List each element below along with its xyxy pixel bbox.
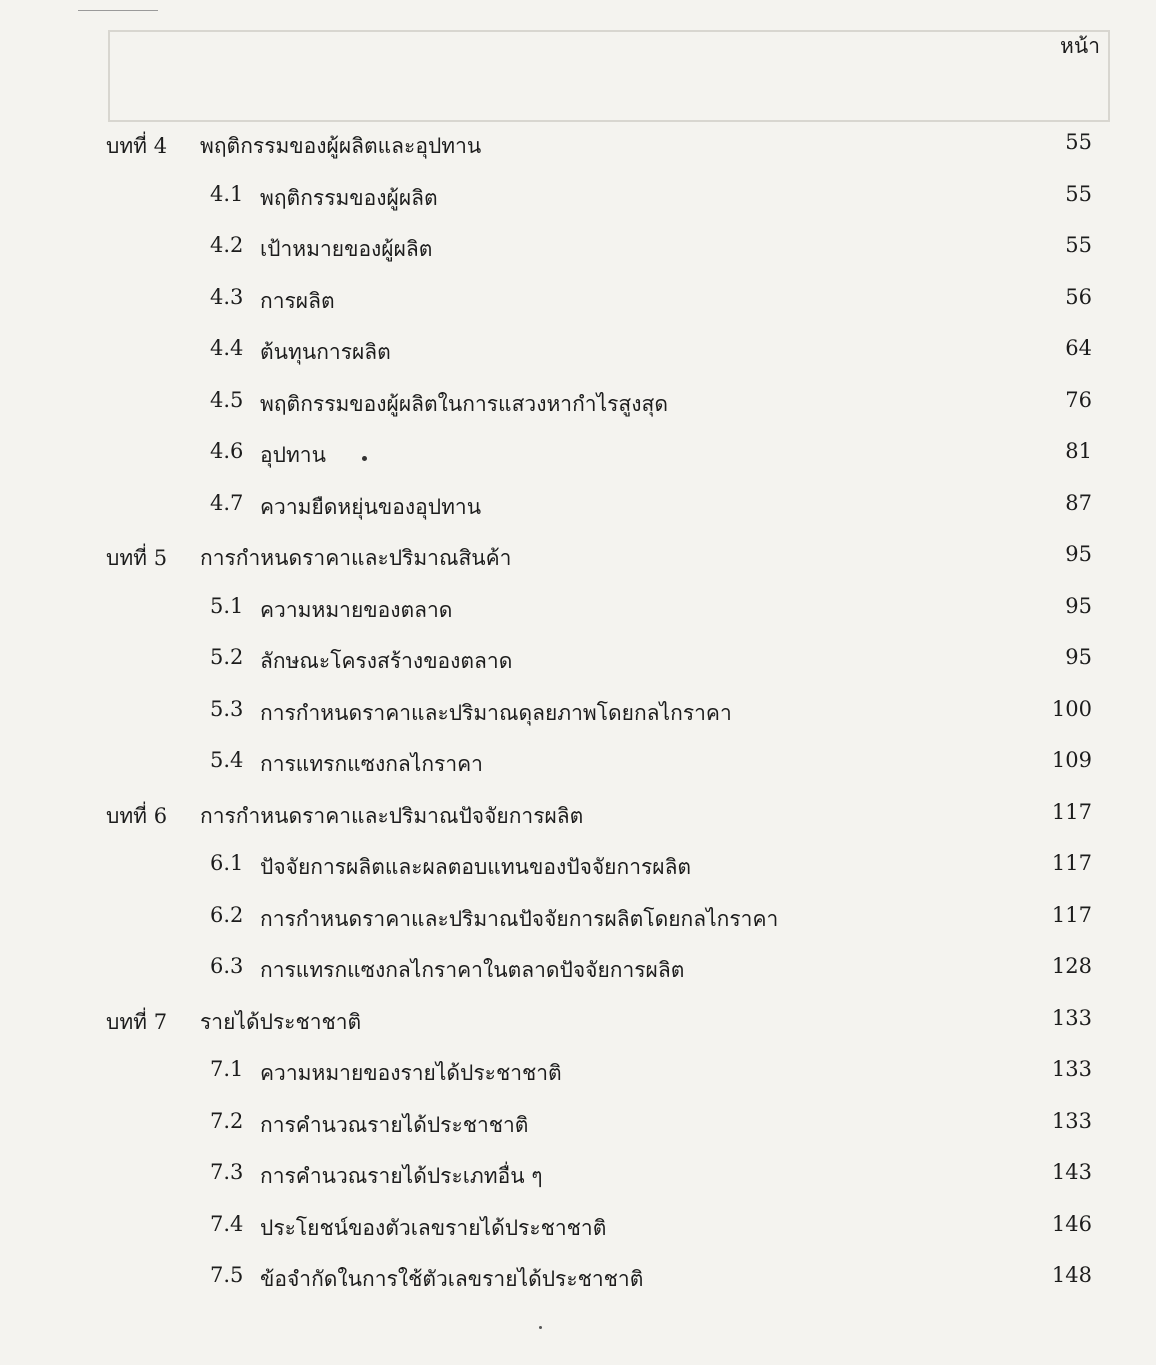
toc-section-row <box>0 687 1156 739</box>
section-number: 7.5 <box>210 1263 244 1287</box>
chapter-title: รายได้ประชาชาติ <box>200 1009 362 1034</box>
page-number: 55 <box>1065 181 1092 206</box>
page-number: 128 <box>1051 954 1092 978</box>
page-column-header: หน้า <box>1060 34 1100 58</box>
bleed-through-frame <box>108 30 1110 122</box>
toc-chapter-row <box>0 120 1156 172</box>
section-title: ความหมายของตลาด <box>260 597 453 622</box>
toc-section-row <box>0 1253 1156 1305</box>
toc-section-row <box>0 584 1156 636</box>
toc-chapter-row <box>0 996 1156 1048</box>
section-number: 4.5 <box>210 387 244 412</box>
page-number: 76 <box>1065 387 1092 412</box>
page-number: 64 <box>1065 336 1092 360</box>
table-of-contents <box>0 120 1156 1305</box>
toc-section-row <box>0 429 1156 481</box>
chapter-title: การกำหนดราคาและปริมาณปัจจัยการผลิต <box>200 803 584 828</box>
section-title: การคำนวณรายได้ประเภทอื่น ๆ <box>260 1164 543 1188</box>
section-number: 7.1 <box>210 1057 244 1081</box>
section-number: 4.3 <box>210 284 244 309</box>
section-title: ข้อจำกัดในการใช้ตัวเลขรายได้ประชาชาติ <box>260 1267 644 1291</box>
section-number: 5.4 <box>210 748 244 772</box>
page-number: 146 <box>1051 1211 1092 1236</box>
section-title: การแทรกแซงกลไกราคา <box>260 752 483 776</box>
toc-section-row <box>0 223 1156 275</box>
section-number: 6.2 <box>210 902 244 927</box>
page-number: 95 <box>1065 593 1092 618</box>
section-number: 7.4 <box>210 1211 244 1236</box>
page-number: 143 <box>1051 1160 1092 1184</box>
section-number: 7.3 <box>210 1160 244 1184</box>
toc-section-row <box>0 893 1156 945</box>
section-number: 4.7 <box>210 490 244 515</box>
page-number: 133 <box>1051 1005 1092 1030</box>
toc-section-row <box>0 841 1156 893</box>
toc-chapter-row <box>0 790 1156 842</box>
toc-section-row <box>0 481 1156 533</box>
section-title: ต้นทุนการผลิต <box>260 340 391 364</box>
section-number: 7.2 <box>210 1108 244 1133</box>
page-number: 133 <box>1051 1108 1092 1133</box>
page-number: 133 <box>1051 1057 1092 1081</box>
section-title: ความหมายของรายได้ประชาชาติ <box>260 1061 562 1085</box>
page-number: 117 <box>1051 851 1092 875</box>
toc-chapter-row <box>0 532 1156 584</box>
chapter-number: บทที่ 5 <box>106 546 168 570</box>
section-title: การแทรกแซงกลไกราคาในตลาดปัจจัยการผลิต <box>260 958 685 982</box>
toc-section-row <box>0 1099 1156 1151</box>
stray-dot <box>539 1326 542 1329</box>
section-number: 5.3 <box>210 696 244 721</box>
chapter-number: บทที่ 4 <box>106 134 168 158</box>
chapter-number: บทที่ 6 <box>106 803 168 828</box>
page-number: 81 <box>1065 439 1092 463</box>
toc-section-row <box>0 326 1156 378</box>
chapter-title: การกำหนดราคาและปริมาณสินค้า <box>200 546 512 570</box>
page-number: 95 <box>1065 645 1092 669</box>
page-number: 109 <box>1051 748 1092 772</box>
toc-section-row <box>0 275 1156 327</box>
page-number: 148 <box>1051 1263 1092 1287</box>
section-title: การกำหนดราคาและปริมาณดุลยภาพโดยกลไกราคา <box>260 700 732 725</box>
toc-section-row <box>0 1150 1156 1202</box>
section-title: พฤติกรรมของผู้ผลิต <box>260 185 438 210</box>
stray-dot <box>362 456 367 461</box>
section-number: 4.2 <box>210 233 244 257</box>
section-title: การกำหนดราคาและปริมาณปัจจัยการผลิตโดยกลไกราคา <box>260 906 779 931</box>
section-title: เป้าหมายของผู้ผลิต <box>260 237 433 261</box>
section-number: 6.3 <box>210 954 244 978</box>
page-number: 87 <box>1065 490 1092 515</box>
section-title: ประโยชน์ของตัวเลขรายได้ประชาชาติ <box>260 1215 607 1240</box>
scan-mark <box>78 10 158 11</box>
section-title: ลักษณะโครงสร้างของตลาด <box>260 649 513 673</box>
section-title: ความยืดหยุ่นของอุปทาน <box>260 494 482 519</box>
page-number: 100 <box>1051 696 1092 721</box>
toc-section-row <box>0 738 1156 790</box>
section-number: 4.1 <box>210 181 244 206</box>
page-number: 55 <box>1065 233 1092 257</box>
section-number: 5.1 <box>210 593 244 618</box>
toc-section-row <box>0 1202 1156 1254</box>
toc-section-row <box>0 378 1156 430</box>
toc-section-row <box>0 172 1156 224</box>
toc-section-row <box>0 635 1156 687</box>
section-number: 4.4 <box>210 336 244 360</box>
section-title: การผลิต <box>260 288 335 313</box>
section-number: 4.6 <box>210 439 244 463</box>
page-number: 117 <box>1051 902 1092 927</box>
toc-section-row <box>0 944 1156 996</box>
section-title: อุปทาน <box>260 443 326 467</box>
section-title: การคำนวณรายได้ประชาชาติ <box>260 1112 529 1137</box>
page-number: 55 <box>1065 130 1092 154</box>
section-number: 5.2 <box>210 645 244 669</box>
toc-section-row <box>0 1047 1156 1099</box>
chapter-title: พฤติกรรมของผู้ผลิตและอุปทาน <box>200 134 482 158</box>
section-number: 6.1 <box>210 851 244 875</box>
page-number: 117 <box>1051 799 1092 824</box>
page-number: 95 <box>1065 542 1092 566</box>
section-title: ปัจจัยการผลิตและผลตอบแทนของปัจจัยการผลิต <box>260 855 692 879</box>
page-number: 56 <box>1065 284 1092 309</box>
chapter-number: บทที่ 7 <box>106 1009 168 1034</box>
section-title: พฤติกรรมของผู้ผลิตในการแสวงหากำไรสูงสุด <box>260 391 668 416</box>
